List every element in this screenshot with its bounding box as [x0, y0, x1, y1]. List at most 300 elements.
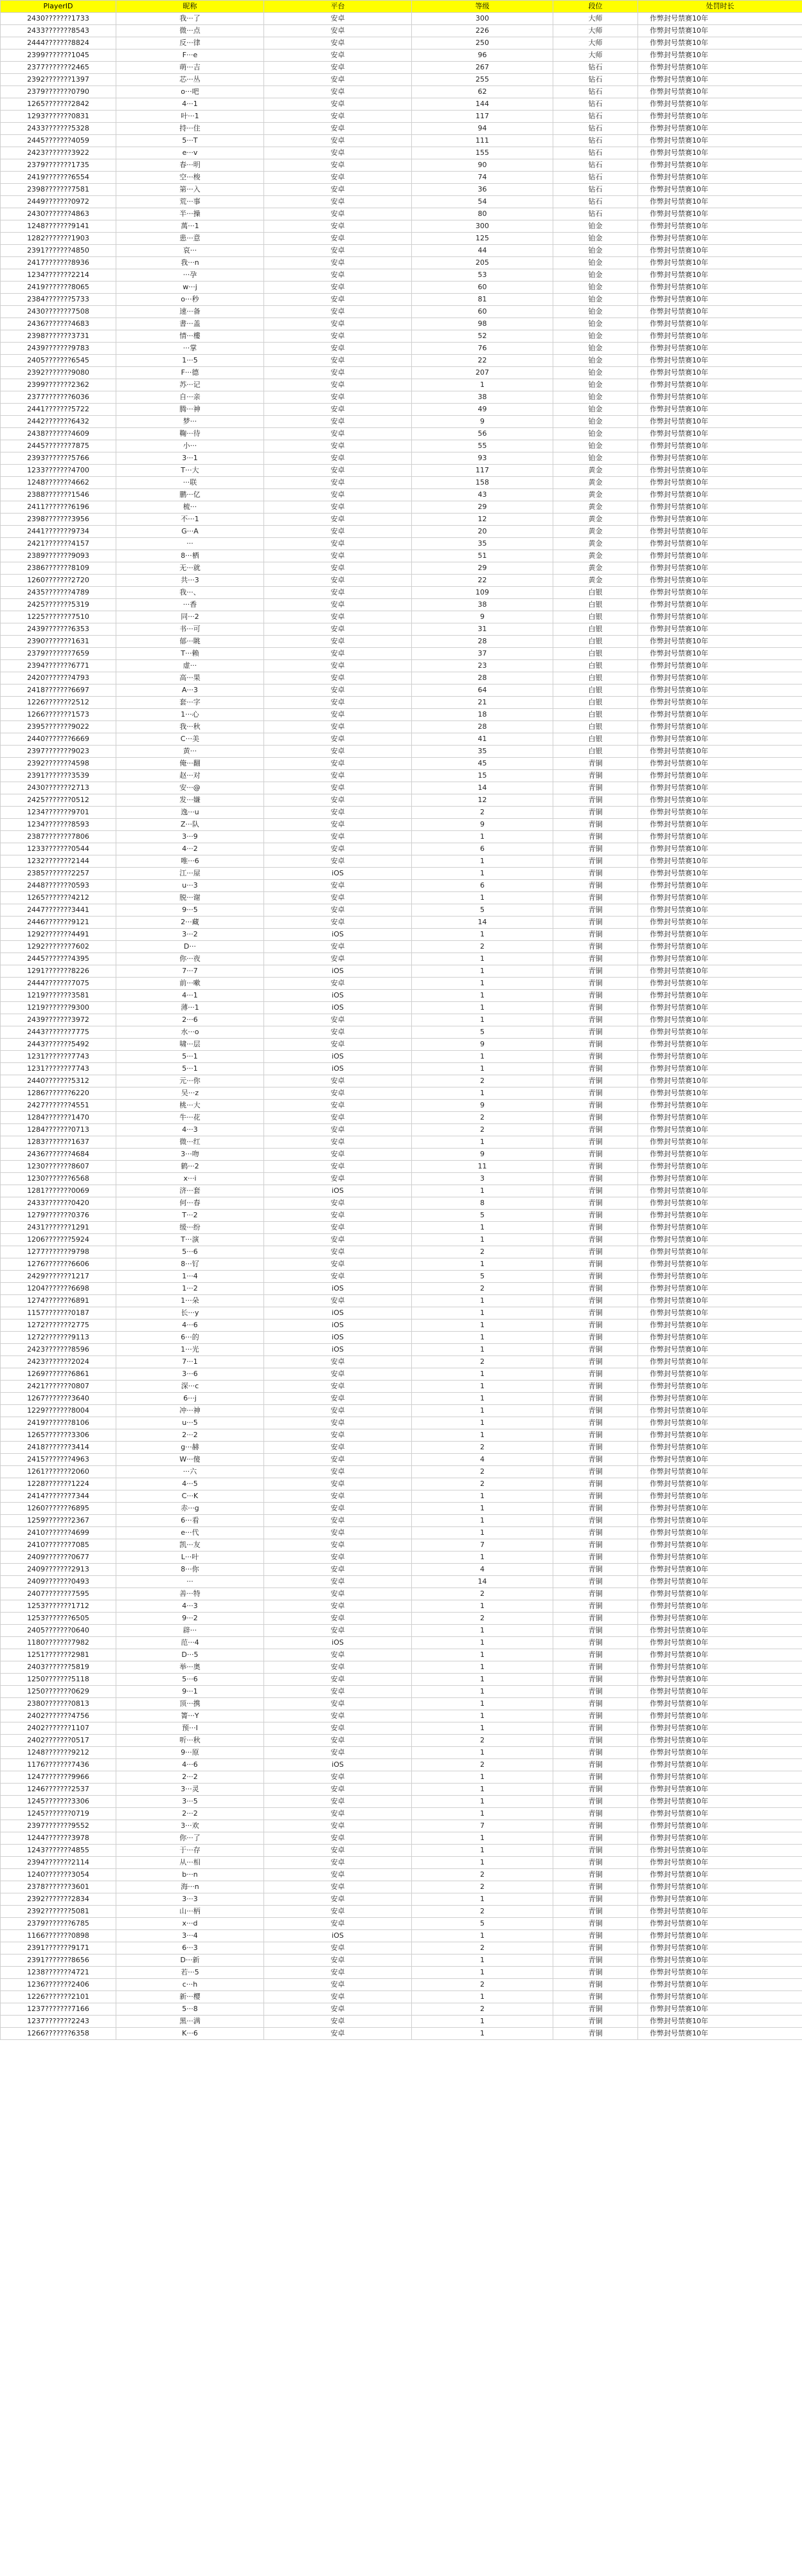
- platform-cell: 安卓: [264, 13, 412, 25]
- player-id-cell: 2393???????5766: [1, 452, 116, 465]
- player-id-cell: 2398???????3956: [1, 514, 116, 526]
- player-id-cell: 1219???????3581: [1, 990, 116, 1002]
- nickname-cell: C···美: [116, 733, 264, 746]
- platform-cell: 安卓: [264, 1161, 412, 1173]
- platform-cell: 安卓: [264, 1393, 412, 1405]
- table-row: [1, 1613, 802, 1625]
- rank-cell: 青铜: [553, 1637, 638, 1649]
- platform-cell: 安卓: [264, 770, 412, 782]
- rank-cell: 黄金: [553, 477, 638, 489]
- rank-cell: 青铜: [553, 770, 638, 782]
- platform-cell: 安卓: [264, 1735, 412, 1747]
- table-row: [1, 379, 802, 391]
- table-row: [1, 1319, 802, 1332]
- rank-cell: 青铜: [553, 1832, 638, 1845]
- rank-cell: 铂金: [553, 416, 638, 428]
- level-cell: 43: [412, 489, 553, 501]
- table-row: [1, 538, 802, 550]
- penalty-cell: 作弊封号禁赛10年: [638, 953, 802, 965]
- table-row: [1, 196, 802, 208]
- rank-cell: 青铜: [553, 1857, 638, 1869]
- platform-cell: 安卓: [264, 1539, 412, 1552]
- player-id-cell: 2392???????4598: [1, 758, 116, 770]
- penalty-cell: 作弊封号禁赛10年: [638, 13, 802, 25]
- level-cell: 1: [412, 1307, 553, 1319]
- rank-cell: 青铜: [553, 1087, 638, 1100]
- nickname-cell: 2···2: [116, 1429, 264, 1442]
- table-row: [1, 1161, 802, 1173]
- rank-cell: 铂金: [553, 404, 638, 416]
- player-id-cell: 1225???????7510: [1, 611, 116, 623]
- player-id-cell: 1291???????8226: [1, 965, 116, 978]
- platform-cell: 安卓: [264, 746, 412, 758]
- platform-cell: 安卓: [264, 257, 412, 269]
- nickname-cell: u···3: [116, 880, 264, 892]
- platform-cell: iOS: [264, 1759, 412, 1771]
- player-id-cell: 2391???????3539: [1, 770, 116, 782]
- level-cell: 144: [412, 98, 553, 111]
- level-cell: 5: [412, 1918, 553, 1930]
- level-cell: 51: [412, 550, 553, 562]
- nickname-cell: 顶···携: [116, 1698, 264, 1710]
- rank-cell: 青铜: [553, 1576, 638, 1588]
- rank-cell: 铂金: [553, 391, 638, 404]
- level-cell: 1: [412, 1185, 553, 1197]
- rank-cell: 青铜: [553, 1722, 638, 1735]
- penalty-cell: 作弊封号禁赛10年: [638, 1039, 802, 1051]
- rank-cell: 青铜: [553, 868, 638, 880]
- nickname-cell: 7···1: [116, 1356, 264, 1368]
- level-cell: 2: [412, 1466, 553, 1478]
- level-cell: 2: [412, 941, 553, 953]
- table-row: [1, 1698, 802, 1710]
- table-row: [1, 111, 802, 123]
- level-cell: 1: [412, 1991, 553, 2003]
- nickname-cell: ···六: [116, 1466, 264, 1478]
- player-id-cell: 1237???????7166: [1, 2003, 116, 2016]
- rank-cell: 青铜: [553, 1039, 638, 1051]
- player-id-cell: 2379???????0790: [1, 86, 116, 98]
- rank-cell: 青铜: [553, 1869, 638, 1881]
- player-id-cell: 2441???????5722: [1, 404, 116, 416]
- platform-cell: 安卓: [264, 819, 412, 831]
- rank-cell: 黄金: [553, 514, 638, 526]
- nickname-cell: 自···亲: [116, 391, 264, 404]
- penalty-cell: 作弊封号禁赛10年: [638, 1759, 802, 1771]
- rank-cell: 黄金: [553, 575, 638, 587]
- platform-cell: 安卓: [264, 1197, 412, 1210]
- rank-cell: 青铜: [553, 1417, 638, 1429]
- nickname-cell: 4···2: [116, 843, 264, 855]
- table-row: [1, 135, 802, 147]
- player-id-cell: 1272???????9113: [1, 1332, 116, 1344]
- rank-cell: 白银: [553, 672, 638, 684]
- level-cell: 90: [412, 159, 553, 172]
- table-row: [1, 1759, 802, 1771]
- player-id-cell: 1219???????9300: [1, 1002, 116, 1014]
- penalty-cell: 作弊封号禁赛10年: [638, 1295, 802, 1307]
- level-cell: 1: [412, 1649, 553, 1661]
- penalty-cell: 作弊封号禁赛10年: [638, 1503, 802, 1515]
- platform-cell: 安卓: [264, 1625, 412, 1637]
- level-cell: 1: [412, 1319, 553, 1332]
- level-cell: 1: [412, 1087, 553, 1100]
- table-row: [1, 672, 802, 684]
- rank-cell: 铂金: [553, 428, 638, 440]
- table-row: [1, 770, 802, 782]
- rank-cell: 铂金: [553, 440, 638, 452]
- player-id-cell: 1157???????0187: [1, 1307, 116, 1319]
- player-id-cell: 2379???????7659: [1, 648, 116, 660]
- nickname-cell: 鞠···待: [116, 428, 264, 440]
- level-cell: 60: [412, 282, 553, 294]
- player-id-cell: 2379???????6785: [1, 1918, 116, 1930]
- penalty-cell: 作弊封号禁赛10年: [638, 807, 802, 819]
- rank-cell: 铂金: [553, 452, 638, 465]
- platform-cell: 安卓: [264, 917, 412, 929]
- rank-cell: 青铜: [553, 1881, 638, 1893]
- level-cell: 1: [412, 1674, 553, 1686]
- table-row: [1, 1332, 802, 1344]
- table-row: [1, 452, 802, 465]
- penalty-cell: 作弊封号禁赛10年: [638, 538, 802, 550]
- penalty-cell: 作弊封号禁赛10年: [638, 1075, 802, 1087]
- rank-cell: 青铜: [553, 1393, 638, 1405]
- platform-cell: 安卓: [264, 391, 412, 404]
- table-row: [1, 1942, 802, 1954]
- level-cell: 1: [412, 1405, 553, 1417]
- rank-cell: 青铜: [553, 1649, 638, 1661]
- penalty-cell: 作弊封号禁赛10年: [638, 1576, 802, 1588]
- rank-cell: 青铜: [553, 2003, 638, 2016]
- table-row: [1, 1637, 802, 1649]
- rank-cell: 青铜: [553, 1307, 638, 1319]
- player-id-cell: 2391???????8656: [1, 1954, 116, 1967]
- rank-cell: 黄金: [553, 465, 638, 477]
- level-cell: 1: [412, 1845, 553, 1857]
- nickname-cell: 牛···花: [116, 1112, 264, 1124]
- level-cell: 28: [412, 636, 553, 648]
- rank-cell: 青铜: [553, 1332, 638, 1344]
- nickname-cell: 我···、: [116, 587, 264, 599]
- platform-cell: 安卓: [264, 428, 412, 440]
- rank-cell: 青铜: [553, 929, 638, 941]
- penalty-cell: 作弊封号禁赛10年: [638, 465, 802, 477]
- level-cell: 22: [412, 355, 553, 367]
- rank-cell: 黄金: [553, 562, 638, 575]
- player-id-cell: 2430???????7508: [1, 306, 116, 318]
- rank-cell: 青铜: [553, 1454, 638, 1466]
- nickname-cell: 6···j: [116, 1393, 264, 1405]
- level-cell: 35: [412, 538, 553, 550]
- level-cell: 14: [412, 782, 553, 794]
- platform-cell: 安卓: [264, 1112, 412, 1124]
- platform-cell: 安卓: [264, 37, 412, 49]
- level-cell: 1: [412, 990, 553, 1002]
- level-cell: 96: [412, 49, 553, 62]
- level-cell: 1: [412, 1344, 553, 1356]
- level-cell: 64: [412, 684, 553, 697]
- table-row: [1, 1051, 802, 1063]
- rank-cell: 青铜: [553, 1490, 638, 1503]
- nickname-cell: 8···栖: [116, 550, 264, 562]
- table-row: [1, 49, 802, 62]
- level-cell: 1: [412, 929, 553, 941]
- table-row: [1, 294, 802, 306]
- penalty-cell: 作弊封号禁赛10年: [638, 1100, 802, 1112]
- platform-cell: 安卓: [264, 1100, 412, 1112]
- player-id-cell: 2392???????1397: [1, 74, 116, 86]
- penalty-cell: 作弊封号禁赛10年: [638, 623, 802, 636]
- nickname-cell: 腾···神: [116, 404, 264, 416]
- level-cell: 2: [412, 1735, 553, 1747]
- platform-cell: 安卓: [264, 1613, 412, 1625]
- penalty-cell: 作弊封号禁赛10年: [638, 672, 802, 684]
- nickname-cell: w···j: [116, 282, 264, 294]
- penalty-cell: 作弊封号禁赛10年: [638, 1539, 802, 1552]
- level-cell: 1: [412, 1698, 553, 1710]
- penalty-cell: 作弊封号禁赛10年: [638, 1307, 802, 1319]
- table-row: [1, 391, 802, 404]
- rank-cell: 青铜: [553, 1661, 638, 1674]
- level-cell: 1: [412, 1051, 553, 1063]
- level-cell: 2: [412, 1588, 553, 1600]
- nickname-cell: T···赖: [116, 648, 264, 660]
- platform-cell: 安卓: [264, 1698, 412, 1710]
- level-cell: 5: [412, 1210, 553, 1222]
- penalty-cell: 作弊封号禁赛10年: [638, 599, 802, 611]
- platform-cell: 安卓: [264, 1588, 412, 1600]
- platform-cell: 安卓: [264, 1466, 412, 1478]
- platform-cell: iOS: [264, 1063, 412, 1075]
- rank-cell: 青铜: [553, 1258, 638, 1271]
- table-row: [1, 1454, 802, 1466]
- penalty-cell: 作弊封号禁赛10年: [638, 220, 802, 233]
- penalty-cell: 作弊封号禁赛10年: [638, 1881, 802, 1893]
- table-row: [1, 904, 802, 917]
- rank-cell: 白银: [553, 733, 638, 746]
- penalty-cell: 作弊封号禁赛10年: [638, 233, 802, 245]
- rank-cell: 青铜: [553, 880, 638, 892]
- platform-cell: 安卓: [264, 1087, 412, 1100]
- player-id-cell: 2391???????9171: [1, 1942, 116, 1954]
- penalty-cell: 作弊封号禁赛10年: [638, 904, 802, 917]
- rank-cell: 铂金: [553, 318, 638, 330]
- level-cell: 45: [412, 758, 553, 770]
- level-cell: 1: [412, 2016, 553, 2028]
- table-row: [1, 159, 802, 172]
- player-id-cell: 2405???????6545: [1, 355, 116, 367]
- platform-cell: 安卓: [264, 660, 412, 672]
- nickname-cell: 5···1: [116, 1063, 264, 1075]
- rank-cell: 青铜: [553, 1112, 638, 1124]
- platform-cell: 安卓: [264, 1210, 412, 1222]
- player-id-cell: 2440???????5312: [1, 1075, 116, 1087]
- platform-cell: 安卓: [264, 86, 412, 98]
- table-row: [1, 782, 802, 794]
- platform-cell: 安卓: [264, 1661, 412, 1674]
- rank-cell: 青铜: [553, 892, 638, 904]
- nickname-cell: 套···字: [116, 697, 264, 709]
- table-row: [1, 1271, 802, 1283]
- player-id-cell: 2421???????0807: [1, 1381, 116, 1393]
- nickname-cell: x···i: [116, 1173, 264, 1185]
- nickname-cell: F···德: [116, 367, 264, 379]
- nickname-cell: 3···6: [116, 1368, 264, 1381]
- platform-cell: 安卓: [264, 672, 412, 684]
- table-row: [1, 599, 802, 611]
- rank-cell: 青铜: [553, 1503, 638, 1515]
- player-id-cell: 1266???????6358: [1, 2028, 116, 2040]
- player-id-cell: 2388???????1546: [1, 489, 116, 501]
- penalty-cell: 作弊封号禁赛10年: [638, 1014, 802, 1026]
- rank-cell: 青铜: [553, 758, 638, 770]
- platform-cell: 安卓: [264, 807, 412, 819]
- table-row: [1, 709, 802, 721]
- platform-cell: 安卓: [264, 1356, 412, 1368]
- platform-cell: 安卓: [264, 978, 412, 990]
- penalty-cell: 作弊封号禁赛10年: [638, 929, 802, 941]
- penalty-cell: 作弊封号禁赛10年: [638, 1490, 802, 1503]
- table-row: [1, 184, 802, 196]
- nickname-cell: 箐···Y: [116, 1710, 264, 1722]
- penalty-cell: 作弊封号禁赛10年: [638, 1686, 802, 1698]
- rank-cell: 青铜: [553, 1564, 638, 1576]
- level-cell: 1: [412, 1002, 553, 1014]
- nickname-cell: 3···1: [116, 452, 264, 465]
- penalty-cell: 作弊封号禁赛10年: [638, 1393, 802, 1405]
- platform-cell: 安卓: [264, 1295, 412, 1307]
- player-id-cell: 2423???????2024: [1, 1356, 116, 1368]
- rank-cell: 钻石: [553, 74, 638, 86]
- header-row: [1, 1, 802, 13]
- penalty-cell: 作弊封号禁赛10年: [638, 1161, 802, 1173]
- level-cell: 18: [412, 709, 553, 721]
- rank-cell: 青铜: [553, 1246, 638, 1258]
- nickname-cell: 6···看: [116, 1515, 264, 1527]
- rank-cell: 黄金: [553, 526, 638, 538]
- platform-cell: 安卓: [264, 648, 412, 660]
- level-cell: 207: [412, 367, 553, 379]
- player-id-cell: 1228???????1224: [1, 1478, 116, 1490]
- level-cell: 1: [412, 1954, 553, 1967]
- penalty-cell: 作弊封号禁赛10年: [638, 843, 802, 855]
- rank-cell: 青铜: [553, 965, 638, 978]
- penalty-cell: 作弊封号禁赛10年: [638, 1319, 802, 1332]
- player-id-cell: 2421???????4157: [1, 538, 116, 550]
- player-id-cell: 2402???????4756: [1, 1710, 116, 1722]
- rank-cell: 铂金: [553, 343, 638, 355]
- nickname-cell: G···A: [116, 526, 264, 538]
- nickname-cell: 4···3: [116, 1124, 264, 1136]
- level-cell: 1: [412, 1258, 553, 1271]
- rank-cell: 青铜: [553, 1026, 638, 1039]
- rank-cell: 青铜: [553, 831, 638, 843]
- level-cell: 1: [412, 1136, 553, 1149]
- platform-cell: 安卓: [264, 1039, 412, 1051]
- platform-cell: iOS: [264, 1307, 412, 1319]
- rank-cell: 白银: [553, 746, 638, 758]
- table-row: [1, 697, 802, 709]
- nickname-cell: 鹏···亿: [116, 489, 264, 501]
- player-id-cell: 1245???????3306: [1, 1796, 116, 1808]
- rank-cell: 青铜: [553, 1124, 638, 1136]
- platform-cell: 安卓: [264, 220, 412, 233]
- level-cell: 1: [412, 1784, 553, 1796]
- level-cell: 1: [412, 1661, 553, 1674]
- nickname-cell: 1···朵: [116, 1295, 264, 1307]
- level-cell: 36: [412, 184, 553, 196]
- player-id-cell: 1267???????3640: [1, 1393, 116, 1405]
- rank-cell: 青铜: [553, 2028, 638, 2040]
- penalty-cell: 作弊封号禁赛10年: [638, 733, 802, 746]
- rank-cell: 青铜: [553, 1429, 638, 1442]
- penalty-cell: 作弊封号禁赛10年: [638, 1600, 802, 1613]
- level-cell: 300: [412, 220, 553, 233]
- table-row: [1, 1381, 802, 1393]
- rank-cell: 青铜: [553, 1344, 638, 1356]
- nickname-cell: 5···1: [116, 1051, 264, 1063]
- penalty-cell: 作弊封号禁赛10年: [638, 2028, 802, 2040]
- nickname-cell: W···傻: [116, 1454, 264, 1466]
- platform-cell: 安卓: [264, 1368, 412, 1381]
- level-cell: 7: [412, 1539, 553, 1552]
- platform-cell: 安卓: [264, 880, 412, 892]
- table-row: [1, 721, 802, 733]
- nickname-cell: 情···樓: [116, 330, 264, 343]
- level-cell: 1: [412, 1893, 553, 1906]
- level-cell: 1: [412, 1222, 553, 1234]
- table-row: [1, 868, 802, 880]
- player-id-cell: 1277???????9798: [1, 1246, 116, 1258]
- table-row: [1, 1747, 802, 1759]
- nickname-cell: 4···3: [116, 1600, 264, 1613]
- player-id-cell: 2409???????2913: [1, 1564, 116, 1576]
- nickname-cell: 缓···纷: [116, 1222, 264, 1234]
- player-id-cell: 1292???????4491: [1, 929, 116, 941]
- table-row: [1, 807, 802, 819]
- nickname-cell: 逸···u: [116, 807, 264, 819]
- player-id-cell: 1251???????2981: [1, 1649, 116, 1661]
- penalty-cell: 作弊封号禁赛10年: [638, 1149, 802, 1161]
- penalty-cell: 作弊封号禁赛10年: [638, 1869, 802, 1881]
- nickname-cell: 半···操: [116, 208, 264, 220]
- rank-cell: 黄金: [553, 538, 638, 550]
- header-platform: 平台: [264, 1, 412, 13]
- nickname-cell: 哀···: [116, 245, 264, 257]
- player-id-cell: 2379???????1735: [1, 159, 116, 172]
- level-cell: 53: [412, 269, 553, 282]
- platform-cell: 安卓: [264, 611, 412, 623]
- table-row: [1, 1588, 802, 1600]
- nickname-cell: 安···@: [116, 782, 264, 794]
- level-cell: 158: [412, 477, 553, 489]
- platform-cell: 安卓: [264, 98, 412, 111]
- platform-cell: iOS: [264, 965, 412, 978]
- platform-cell: 安卓: [264, 343, 412, 355]
- platform-cell: 安卓: [264, 269, 412, 282]
- player-id-cell: 1248???????9141: [1, 220, 116, 233]
- player-id-cell: 2409???????0677: [1, 1552, 116, 1564]
- player-id-cell: 1230???????8607: [1, 1161, 116, 1173]
- player-id-cell: 2398???????7581: [1, 184, 116, 196]
- rank-cell: 青铜: [553, 904, 638, 917]
- platform-cell: 安卓: [264, 1564, 412, 1576]
- rank-cell: 青铜: [553, 1686, 638, 1698]
- player-id-cell: 1233???????0544: [1, 843, 116, 855]
- level-cell: 1: [412, 1429, 553, 1442]
- level-cell: 20: [412, 526, 553, 538]
